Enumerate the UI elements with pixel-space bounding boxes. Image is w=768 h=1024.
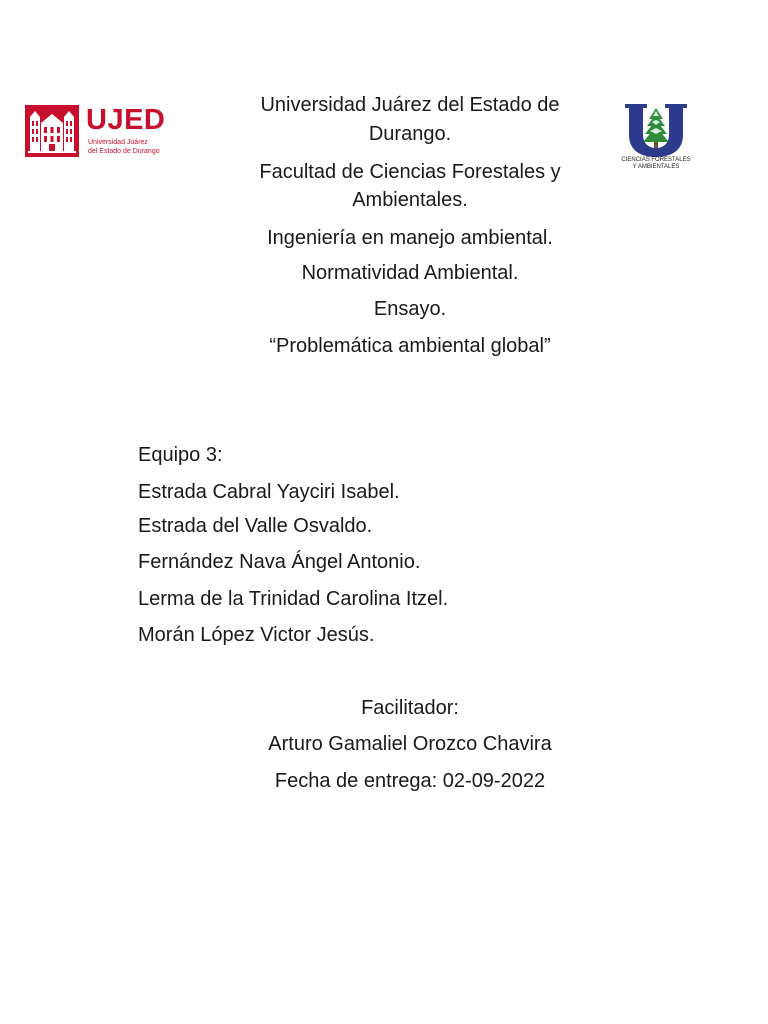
ujed-logo-subtitle xyxy=(88,138,160,156)
ujed-logo-subtitle-line1: Universidad Juárez xyxy=(88,139,148,146)
team-member: Estrada Cabral Yayciri Isabel. xyxy=(138,481,400,503)
course-name: Normatividad Ambiental. xyxy=(301,262,519,284)
team-member: Lerma de la Trinidad Carolina Itzel. xyxy=(138,588,449,610)
program-name: Ingeniería en manejo ambiental. xyxy=(267,227,553,249)
facilitator-name: Arturo Gamaliel Orozco Chavira xyxy=(268,733,552,755)
university-name-line2: Durango. xyxy=(368,123,452,145)
faculty-name-line2: Ambientales. xyxy=(352,189,468,211)
document-type: Ensayo. xyxy=(373,298,447,320)
ujed-logo-word: UJED xyxy=(86,104,166,136)
facilitator-label: Facilitador: xyxy=(361,697,459,719)
team-member: Estrada del Valle Osvaldo. xyxy=(138,515,373,537)
team-label: Equipo 3: xyxy=(138,444,223,466)
ujed-building-icon xyxy=(25,105,79,157)
university-name-line1: Universidad Juárez del Estado de xyxy=(260,94,560,116)
team-member: Fernández Nava Ángel Antonio. xyxy=(138,551,421,573)
ujed-logo xyxy=(25,105,170,161)
team-member: Morán López Victor Jesús. xyxy=(138,624,375,646)
essay-title: “Problemática ambiental global” xyxy=(269,335,551,357)
delivery-date: Fecha de entrega: 02-09-2022 xyxy=(274,770,546,792)
fcfa-logo-text-line2: Y AMBIENTALES xyxy=(632,164,680,170)
ujed-logo-subtitle-line2: del Estado de Durango xyxy=(88,148,160,155)
fcfa-logo-text-line1: CIENCIAS FORESTALES xyxy=(621,157,691,163)
faculty-name-line1: Facultad de Ciencias Forestales y xyxy=(259,161,561,183)
